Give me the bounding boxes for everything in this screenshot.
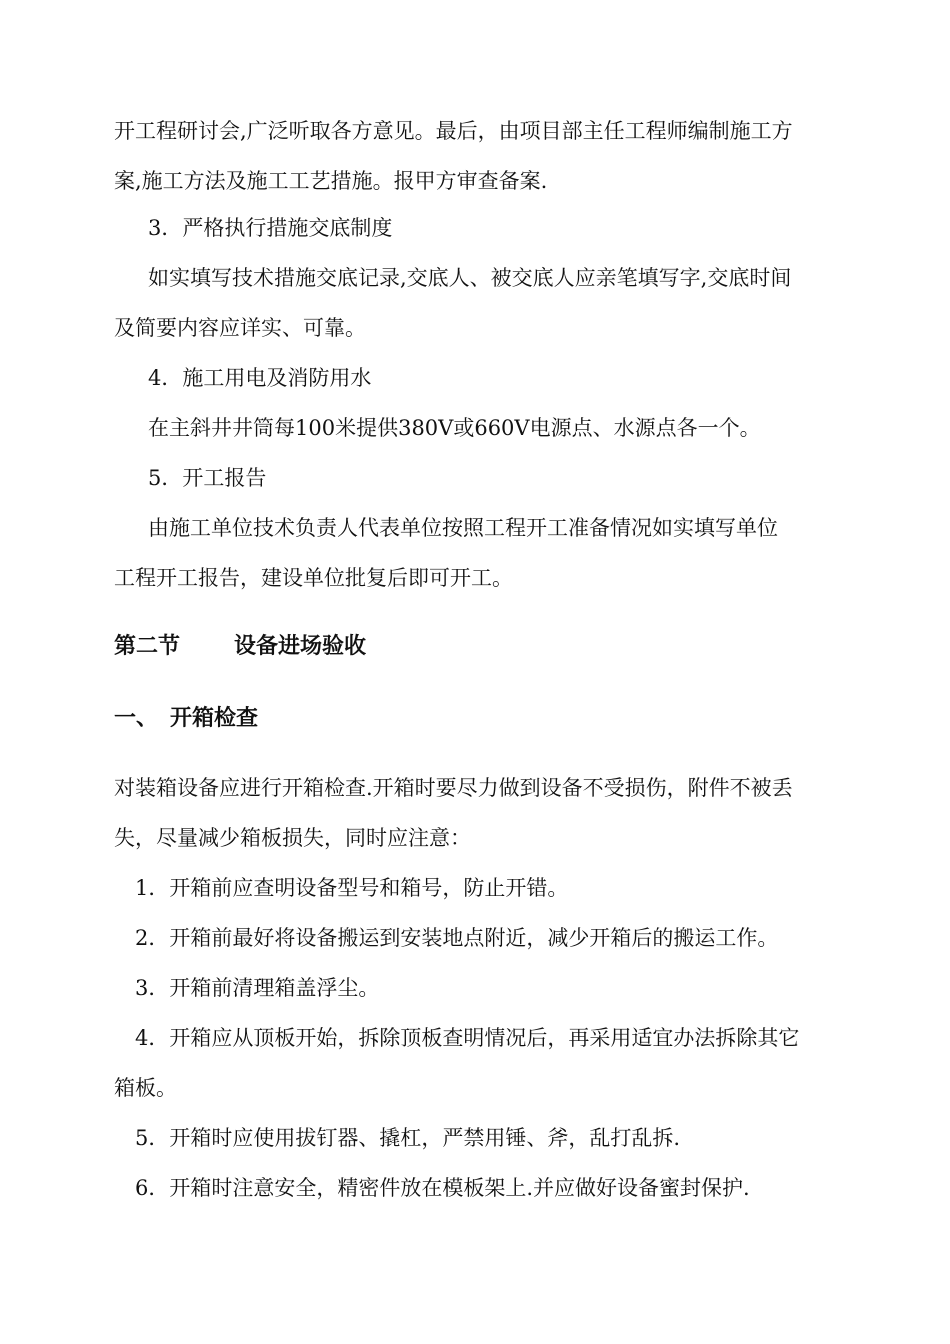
paragraph-line: 及简要内容应详实、可靠。 [114,316,366,340]
list-item: 1．开箱前应查明设备型号和箱号，防止开错。 [135,876,569,900]
list-item: 5．开箱时应使用拔钉器、撬杠，严禁用锤、斧，乱打乱拆. [135,1126,681,1150]
subsection-title: 开箱检查 [170,706,259,731]
paragraph-line: 对装箱设备应进行开箱检查.开箱时要尽力做到设备不受损伤，附件不被丢 [114,776,793,800]
numbered-heading: 5．开工报告 [148,466,267,490]
list-item: 3．开箱前清理箱盖浮尘。 [135,976,380,1000]
numbered-heading: 3．严格执行措施交底制度 [148,216,393,240]
section-heading [114,636,366,658]
subsection-heading [114,708,258,730]
section-number: 第二节 [114,634,181,659]
paragraph-line: 开工程研讨会,广泛听取各方意见。最后，由项目部主任工程师编制施工方 [114,119,793,143]
paragraph-line: 由施工单位技术负责人代表单位按照工程开工准备情况如实填写单位 [148,516,778,540]
paragraph-line: 工程开工报告，建设单位批复后即可开工。 [114,566,513,590]
list-item: 2．开箱前最好将设备搬运到安装地点附近，减少开箱后的搬运工作。 [135,926,779,950]
list-item: 6．开箱时注意安全，精密件放在模板架上.并应做好设备蜜封保护. [135,1176,750,1200]
numbered-heading: 4．施工用电及消防用水 [148,366,372,390]
subsection-number: 一、 [114,706,159,731]
section-title: 设备进场验收 [234,634,367,659]
paragraph-line: 失，尽量减少箱板损失，同时应注意： [114,826,471,850]
list-item: 4．开箱应从顶板开始，拆除顶板查明情况后，再采用适宜办法拆除其它 [135,1026,800,1050]
list-item-continuation: 箱板。 [114,1076,177,1100]
paragraph-line: 如实填写技术措施交底记录,交底人、被交底人应亲笔填写字,交底时间 [148,266,792,290]
paragraph-line: 在主斜井井筒每100米提供380V或660V电源点、水源点各一个。 [148,416,761,440]
paragraph-line: 案,施工方法及施工工艺措施。报甲方审查备案. [114,169,548,193]
